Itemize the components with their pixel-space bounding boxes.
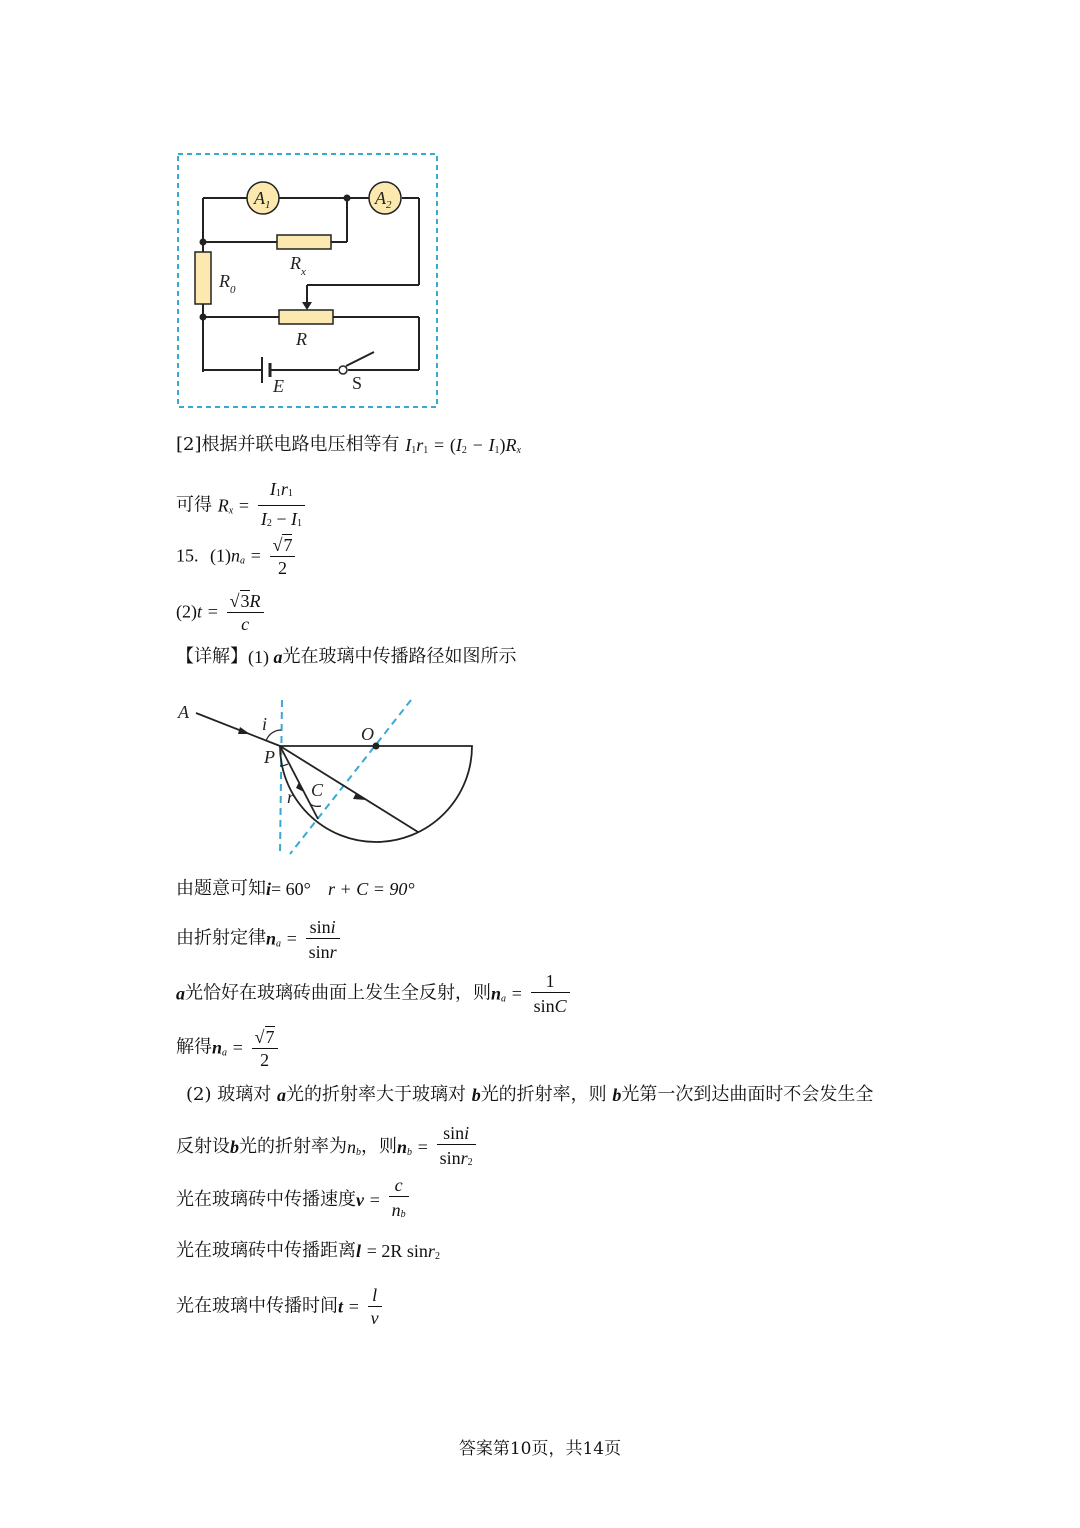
line-speed: 光在玻璃砖中传播速度v = $\frac{c}{n_b}$ [176,1174,412,1226]
label-o: O [361,724,374,744]
line-nb: 反射设b光的折射率为$n_b$，则$n_b$ = $\frac{\sin i}{\sin r_2}$ [176,1120,479,1174]
line-q15-1: 15. $(1)n_a$ = $\frac{√7}{2}$ [176,532,298,579]
label-rx: $R_x$ [290,253,306,278]
optics-diagram [170,696,480,858]
label-r0: $R_0$ [219,271,236,296]
label-s: S [352,373,363,393]
line-time: 光在玻璃中传播时间t = $\frac{l}{v}$ [176,1284,385,1329]
line-q15-2: (2)t = $\frac{√3R}{c}$ [176,588,267,635]
resistor-rx [277,235,331,249]
resistor-r0 [195,252,211,304]
label-a1: $A_1$ [254,188,271,211]
line-part2: (2) 玻璃对 a光的折射率大于玻璃对 b光的折射率，则 b光第一次到达曲面时不会发生全 [186,1084,874,1105]
label-r-angle: r [287,787,295,807]
line-solve: 解得$n_a$ = $\frac{√7}{2}$ [176,1024,281,1071]
label-e: E [273,376,284,396]
label-p: P [264,747,275,767]
label-a: A [178,702,189,722]
line-given: 由题意可知i= 60° r + C = 90° [176,878,415,899]
label-i: i [262,714,268,734]
page-footer: 答案第10页，共14页 [458,1439,622,1459]
line-refraction: 由折射定律$n_a$ = $\frac{\sin i}{\sin r}$ [176,914,343,963]
line-distance: 光在玻璃砖中传播距离l = 2R sinr$_2$ [176,1240,440,1262]
line-detail: 【详解】(1) a光在玻璃中传播路径如图所示 [176,646,517,667]
label-r: R [296,329,307,349]
label-a2: $A_2$ [375,188,392,211]
line-parallel: [2]根据并联电路电压相等有 $I_1r_1 = (I_2 - I_1)R_x$ [176,434,521,456]
label-c-angle: C [311,780,324,800]
line-rx-result: 可得 $R_x$ = $\frac{I_1r_1}{I_2 - I_1}$ [176,476,308,535]
line-total-reflection: a光恰好在玻璃砖曲面上发生全反射，则$n_a$ = $\frac{1}{\sin C}$ [176,970,573,1017]
resistor-r [279,310,333,324]
circuit-diagram [176,152,440,410]
